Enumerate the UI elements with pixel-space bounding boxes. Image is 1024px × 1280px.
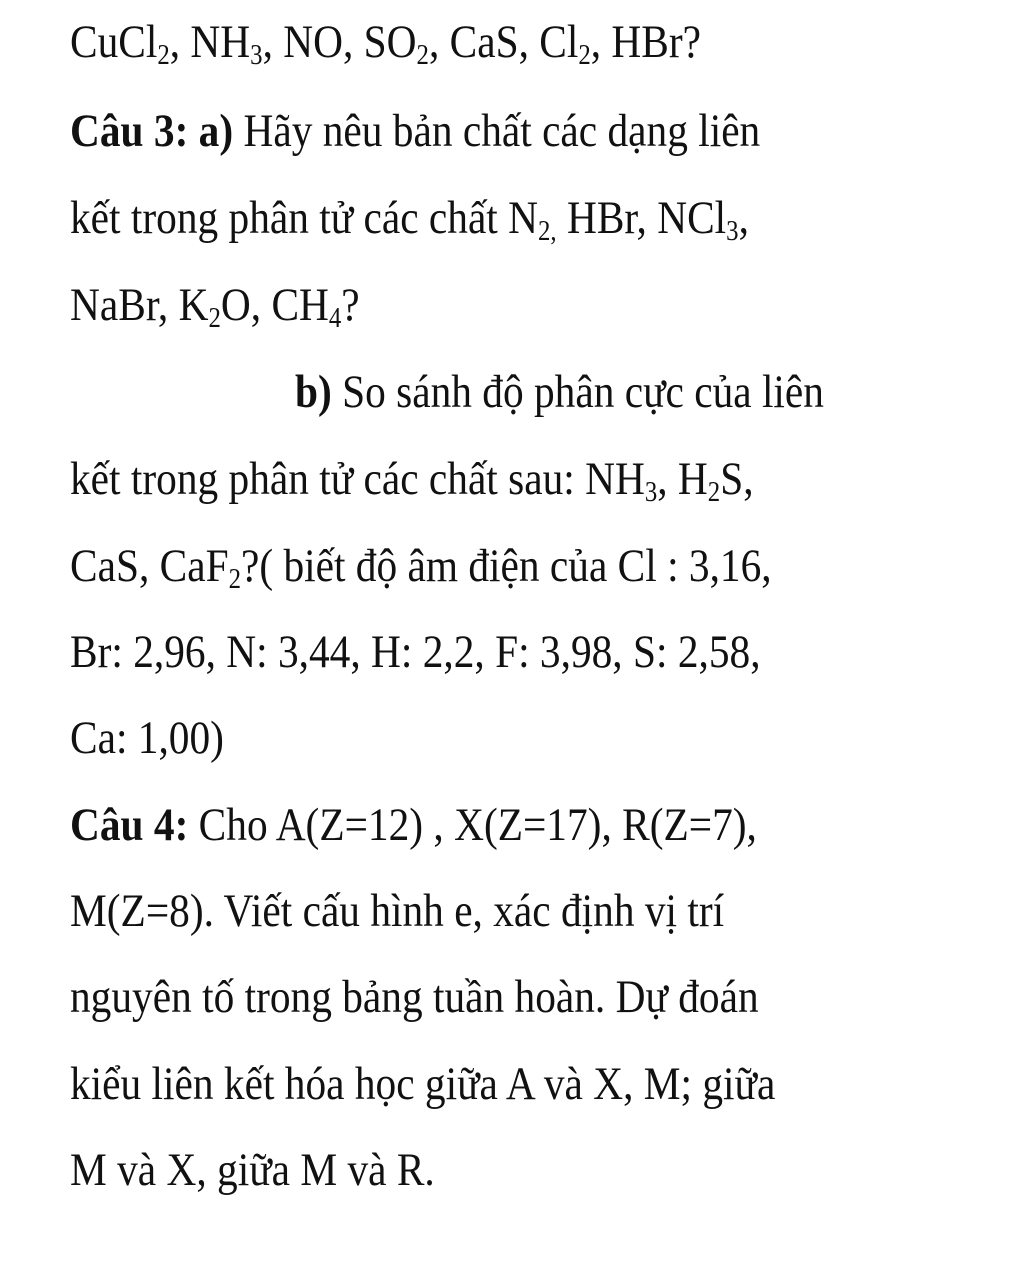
question-text: M(Z=8). Viết cấu hình e, xác định vị trí [70,885,725,937]
subscript: 3 [250,40,263,72]
question-text: kiểu liên kết hóa học giữa A và X, M; giữa [70,1058,776,1110]
formula-text: , HBr? [590,16,702,68]
question-4-line-4 [70,1054,775,1114]
part-a-label: a) [198,105,234,157]
question-4-line-5 [70,1140,435,1200]
question-3-part-b-line-5 [70,708,224,768]
formula-text: , NH [169,16,251,68]
question-3-part-b-line-2 [70,449,754,509]
question-text: kết trong phân tử các chất sau: NH [70,453,645,505]
subscript: 2 [707,477,721,509]
question-text: kết trong phân tử các chất N [70,192,539,244]
subscript: 2 [208,303,221,335]
question-3-line-3 [70,275,360,335]
question-text: Br: 2,96, N: 3,44, H: 2,2, F: 3,98, S: 2,58, [70,626,761,678]
part-b-label: b) [295,366,332,418]
question-4-label: Câu 4: [70,799,189,851]
subscript: 2 [228,564,241,596]
formula-text: , CaS, Cl [428,16,579,68]
subscript: 2 [416,40,429,72]
question-text: nguyên tố trong bảng tuần hoàn. Dự đoán [70,971,759,1023]
subscript: 3 [726,216,739,248]
question-text: S, [720,453,754,505]
question-text: , [738,192,749,244]
subscript: 2 [578,40,591,72]
formula-text: NaBr, K [70,279,209,331]
question-text: Hãy nêu bản chất các dạng liên [233,105,761,157]
question-3-line-2 [70,188,749,248]
question-text: CaS, CaF [70,540,229,592]
formula-text: ? [341,279,360,331]
subscript: 4 [328,303,342,335]
question-3-label: Câu 3: [70,105,189,157]
question-text: So sánh độ phân cực của liên [331,366,824,418]
question-3-line-1 [70,101,760,161]
question-text: M và X, giữa M và R. [70,1144,435,1196]
question-3-part-b-line-1 [295,362,824,422]
question-4-line-3 [70,967,759,1027]
text-line-formulas [70,12,701,72]
question-3-part-b-line-4 [70,622,761,682]
question-text: HBr, NCl [556,192,727,244]
formula-text: , NO, SO [262,16,417,68]
subscript: 2 [157,40,170,72]
question-3-part-b-line-3 [70,536,772,596]
question-text: Cho A(Z=12) , X(Z=17), R(Z=7), [188,799,757,851]
subscript: 2, [538,216,557,248]
formula-text: CuCl [70,16,158,68]
formula-text: O, CH [220,279,329,331]
question-text: ?( biết độ âm điện của Cl : 3,16, [240,540,772,592]
subscript: 3 [644,477,658,509]
question-text: Ca: 1,00) [70,712,224,764]
question-4-line-2 [70,881,724,941]
question-text: , H [657,453,708,505]
question-4-line-1 [70,795,757,855]
